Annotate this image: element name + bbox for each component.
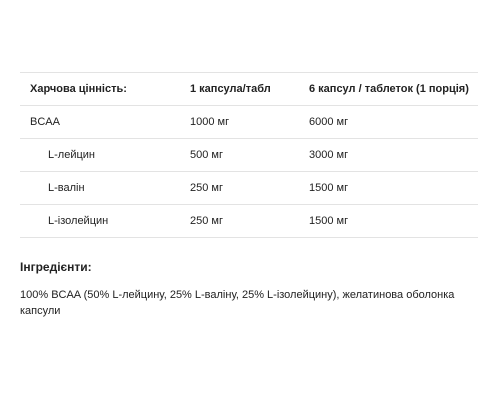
row-per-serving: 6000 мг — [309, 106, 478, 139]
nutrition-table — [20, 72, 478, 238]
header-per-serving: 6 капсул / таблеток (1 порція) — [309, 73, 478, 106]
row-name: L-валін — [20, 172, 190, 205]
row-per-capsule: 500 мг — [190, 139, 309, 172]
table-row — [20, 139, 478, 172]
row-per-serving: 1500 мг — [309, 172, 478, 205]
row-per-serving: 3000 мг — [309, 139, 478, 172]
header-per-capsule: 1 капсула/табл — [190, 73, 309, 106]
row-per-capsule: 250 мг — [190, 172, 309, 205]
row-per-capsule: 1000 мг — [190, 106, 309, 139]
row-per-serving: 1500 мг — [309, 205, 478, 238]
table-row — [20, 106, 478, 139]
row-per-capsule: 250 мг — [190, 205, 309, 238]
ingredients-text: 100% BCAA (50% L-лейцину, 25% L-валіну, 25% L-ізолейцину), желатинова оболонка капсули — [20, 289, 455, 317]
ingredients-heading: Інгредієнти: — [20, 260, 92, 274]
header-nutrition-value: Харчова цінність: — [20, 73, 190, 106]
table-row — [20, 172, 478, 205]
row-name: L-лейцин — [20, 139, 190, 172]
table-header-row — [20, 73, 478, 106]
row-name: L-ізолейцин — [20, 205, 190, 238]
row-name: BCAA — [20, 106, 190, 139]
table-row — [20, 205, 478, 238]
